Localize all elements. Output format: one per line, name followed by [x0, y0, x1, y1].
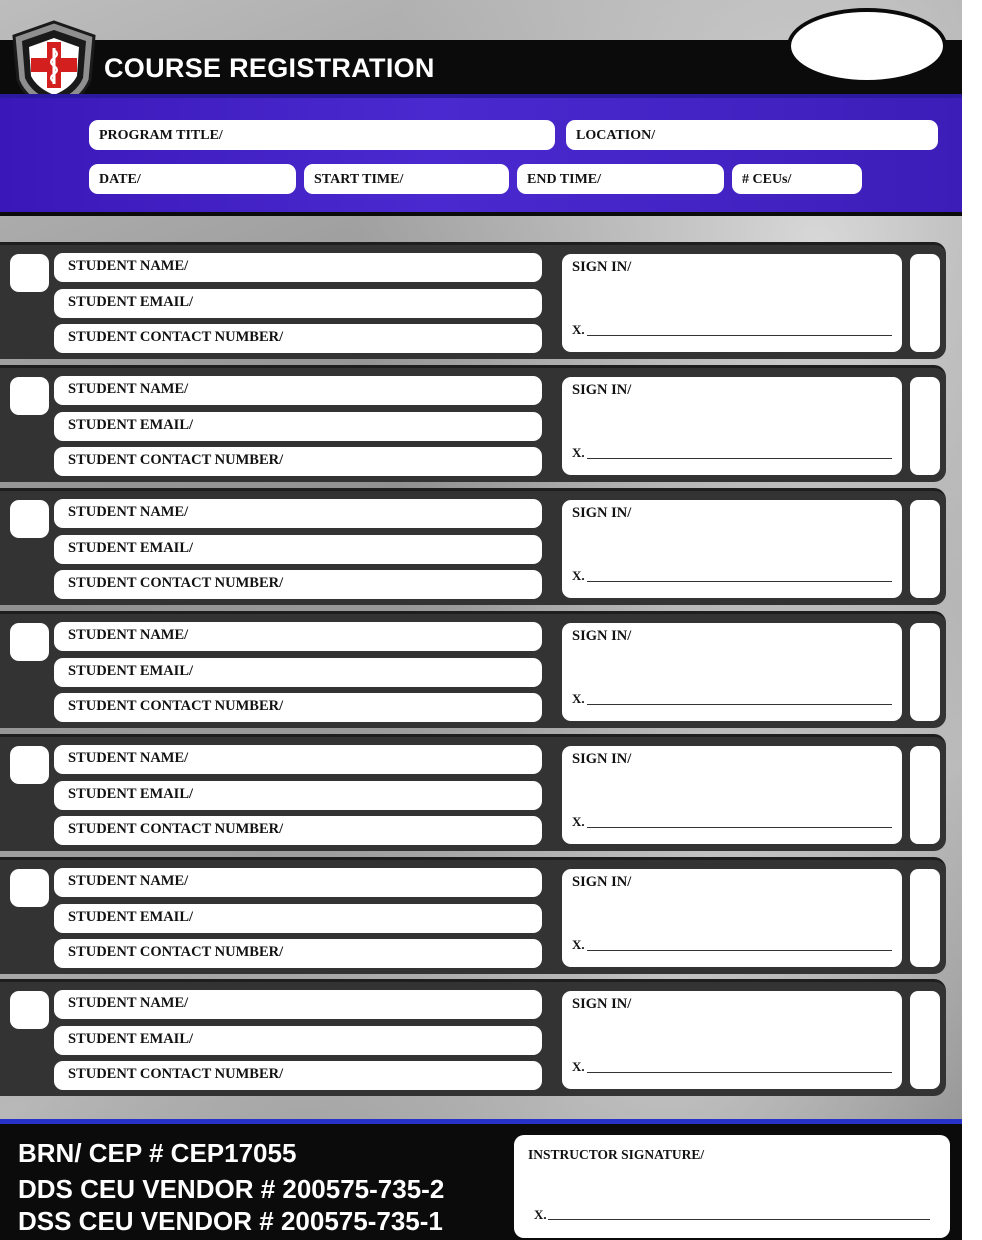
student-name-label: STUDENT NAME/	[68, 750, 189, 766]
student-email-label: STUDENT EMAIL/	[68, 294, 194, 310]
student-name-label: STUDENT NAME/	[68, 995, 189, 1011]
student-email-field[interactable]	[54, 289, 542, 318]
sign-in-label: SIGN IN/	[572, 874, 632, 890]
sign-in-label: SIGN IN/	[572, 382, 632, 398]
row-side-box[interactable]	[910, 377, 940, 475]
sign-in-label: SIGN IN/	[572, 751, 632, 767]
sign-in-box[interactable]	[562, 377, 902, 475]
student-row	[0, 365, 946, 482]
student-email-field[interactable]	[54, 535, 542, 564]
dss-vendor-number: DSS CEU VENDOR # 200575-735-1	[18, 1206, 443, 1236]
student-contact-field[interactable]	[54, 570, 542, 599]
signature-line	[587, 704, 892, 705]
ceus-label: # CEUs/	[742, 172, 792, 187]
location-label: LOCATION/	[576, 128, 656, 143]
instructor-signature-label: INSTRUCTOR SIGNATURE/	[528, 1147, 705, 1162]
sign-x-mark: X.	[572, 814, 585, 829]
sign-in-box[interactable]	[562, 623, 902, 721]
student-contact-field[interactable]	[54, 447, 542, 476]
row-side-box[interactable]	[910, 500, 940, 598]
program-title-label: PROGRAM TITLE/	[99, 128, 223, 143]
student-contact-label: STUDENT CONTACT NUMBER/	[68, 944, 284, 960]
student-email-field[interactable]	[54, 412, 542, 441]
row-side-box[interactable]	[910, 991, 940, 1089]
student-row	[0, 979, 946, 1096]
instructor-x-mark: X.	[534, 1207, 547, 1222]
student-email-label: STUDENT EMAIL/	[68, 540, 194, 556]
student-name-field[interactable]	[54, 499, 542, 528]
row-side-box[interactable]	[910, 254, 940, 352]
signature-line	[587, 950, 892, 951]
dds-vendor-number: DDS CEU VENDOR # 200575-735-2	[18, 1174, 445, 1204]
instructor-signature-box[interactable]	[514, 1135, 950, 1238]
student-name-label: STUDENT NAME/	[68, 381, 189, 397]
sign-x-mark: X.	[572, 445, 585, 460]
sign-in-label: SIGN IN/	[572, 505, 632, 521]
student-row	[0, 242, 946, 359]
signature-line	[587, 581, 892, 582]
row-checkbox[interactable]	[10, 869, 49, 907]
student-row	[0, 488, 946, 605]
student-name-field[interactable]	[54, 990, 542, 1019]
row-checkbox[interactable]	[10, 623, 49, 661]
instructor-signature-line	[548, 1219, 930, 1220]
start-time-label: START TIME/	[314, 172, 404, 187]
student-name-label: STUDENT NAME/	[68, 627, 189, 643]
student-name-field[interactable]	[54, 745, 542, 774]
student-name-field[interactable]	[54, 622, 542, 651]
student-name-label: STUDENT NAME/	[68, 504, 189, 520]
row-checkbox[interactable]	[10, 746, 49, 784]
sign-x-mark: X.	[572, 937, 585, 952]
sign-in-box[interactable]	[562, 500, 902, 598]
brn-cep-number: BRN/ CEP # CEP17055	[18, 1138, 297, 1168]
date-field[interactable]	[89, 164, 296, 194]
program-title-field[interactable]	[89, 120, 555, 150]
sign-in-label: SIGN IN/	[572, 996, 632, 1012]
student-email-field[interactable]	[54, 658, 542, 687]
end-time-field[interactable]	[517, 164, 724, 194]
student-email-label: STUDENT EMAIL/	[68, 786, 194, 802]
sign-x-mark: X.	[572, 568, 585, 583]
student-email-label: STUDENT EMAIL/	[68, 417, 194, 433]
sign-in-label: SIGN IN/	[572, 628, 632, 644]
student-email-field[interactable]	[54, 1026, 542, 1055]
row-checkbox[interactable]	[10, 254, 49, 292]
student-email-label: STUDENT EMAIL/	[68, 1031, 194, 1047]
sign-in-box[interactable]	[562, 254, 902, 352]
student-email-label: STUDENT EMAIL/	[68, 909, 194, 925]
sign-x-mark: X.	[572, 1059, 585, 1074]
signature-line	[587, 458, 892, 459]
sign-in-box[interactable]	[562, 991, 902, 1089]
student-email-field[interactable]	[54, 781, 542, 810]
row-side-box[interactable]	[910, 746, 940, 844]
end-time-label: END TIME/	[527, 172, 602, 187]
student-email-field[interactable]	[54, 904, 542, 933]
location-field[interactable]	[566, 120, 938, 150]
student-contact-label: STUDENT CONTACT NUMBER/	[68, 821, 284, 837]
student-name-field[interactable]	[54, 868, 542, 897]
student-contact-field[interactable]	[54, 1061, 542, 1090]
date-label: DATE/	[99, 172, 141, 187]
student-row	[0, 734, 946, 851]
signature-line	[587, 1072, 892, 1073]
student-contact-label: STUDENT CONTACT NUMBER/	[68, 698, 284, 714]
signature-line	[587, 827, 892, 828]
student-contact-field[interactable]	[54, 816, 542, 845]
page-title: COURSE REGISTRATION	[104, 53, 435, 83]
sign-in-box[interactable]	[562, 746, 902, 844]
student-row	[0, 857, 946, 974]
student-contact-field[interactable]	[54, 693, 542, 722]
start-time-field[interactable]	[304, 164, 509, 194]
row-checkbox[interactable]	[10, 377, 49, 415]
row-side-box[interactable]	[910, 623, 940, 721]
ceus-field[interactable]	[732, 164, 862, 194]
student-name-field[interactable]	[54, 376, 542, 405]
program-info-band	[0, 94, 962, 216]
signature-line	[587, 335, 892, 336]
student-name-label: STUDENT NAME/	[68, 873, 189, 889]
row-checkbox[interactable]	[10, 500, 49, 538]
sign-x-mark: X.	[572, 691, 585, 706]
student-contact-field[interactable]	[54, 939, 542, 968]
row-side-box[interactable]	[910, 869, 940, 967]
row-checkbox[interactable]	[10, 991, 49, 1029]
logo-placeholder-oval	[787, 8, 947, 84]
student-contact-label: STUDENT CONTACT NUMBER/	[68, 452, 284, 468]
sign-x-mark: X.	[572, 322, 585, 337]
student-contact-label: STUDENT CONTACT NUMBER/	[68, 1066, 284, 1082]
sign-in-label: SIGN IN/	[572, 259, 632, 275]
student-row	[0, 611, 946, 728]
student-contact-label: STUDENT CONTACT NUMBER/	[68, 575, 284, 591]
student-contact-label: STUDENT CONTACT NUMBER/	[68, 329, 284, 345]
page-margin	[962, 0, 982, 1240]
student-name-field[interactable]	[54, 253, 542, 282]
student-contact-field[interactable]	[54, 324, 542, 353]
student-email-label: STUDENT EMAIL/	[68, 663, 194, 679]
student-name-label: STUDENT NAME/	[68, 258, 189, 274]
sign-in-box[interactable]	[562, 869, 902, 967]
